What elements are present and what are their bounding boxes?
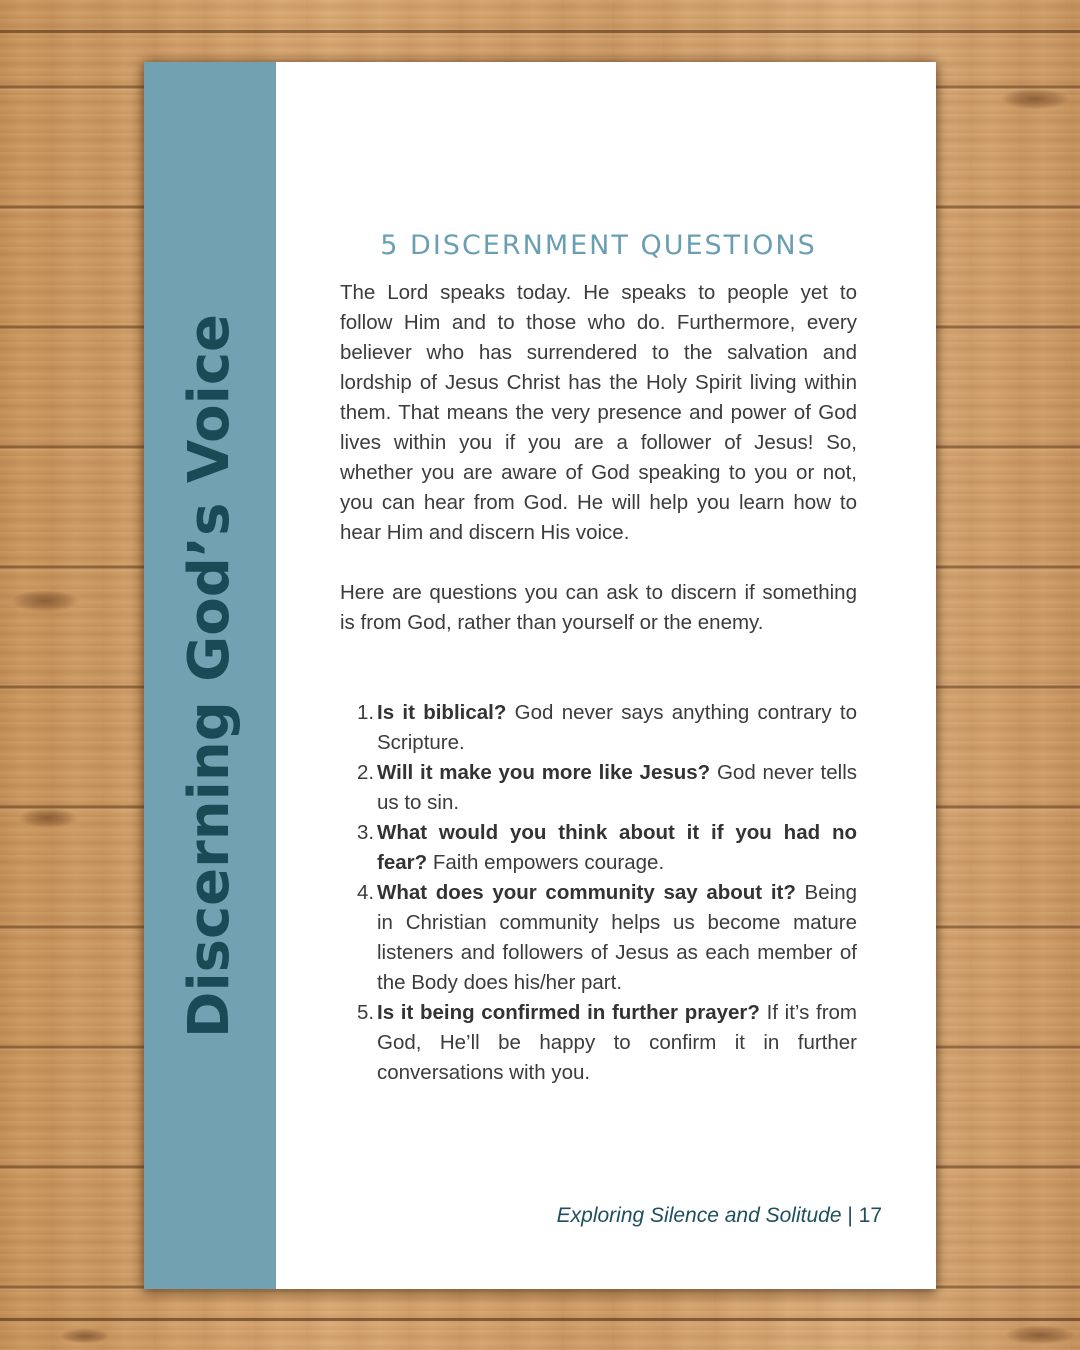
wood-knot (1000, 88, 1070, 110)
question-text: What does your community say about it? (377, 881, 796, 904)
question-text: Is it being confirmed in further prayer? (377, 1001, 760, 1024)
wood-knot (18, 808, 78, 828)
question-item (340, 878, 857, 998)
question-answer: If it’s from God, He’ll be happy to confirm it in further conversations with you. (377, 1001, 858, 1084)
wood-plank-seam (0, 1318, 1080, 1321)
wood-plank-seam (0, 30, 1080, 33)
wood-knot (60, 1328, 110, 1344)
question-text: Will it make you more like Jesus? (377, 761, 711, 784)
question-answer: God never says anything contrary to Scripture. (377, 701, 857, 754)
footer-page-number: 17 (858, 1204, 882, 1227)
wood-knot (1005, 1325, 1075, 1345)
question-item (340, 818, 857, 878)
question-item (340, 698, 857, 758)
question-answer: Faith empowers courage. (427, 851, 665, 874)
question-answer: Being in Christian community helps us become mature listeners and followers of Jesus as each member of the Body does his/her part. (377, 881, 857, 994)
question-number: 5. (357, 1001, 375, 1024)
question-answer: God never tells us to sin. (377, 761, 857, 814)
question-text: Is it biblical? (377, 701, 507, 724)
page-footer (557, 1204, 882, 1228)
section-heading: 5 DISCERNMENT QUESTIONS (380, 230, 817, 261)
question-text: What would you think about it if you had no fear? (377, 821, 857, 874)
question-item (340, 758, 857, 818)
footer-separator: | (841, 1204, 859, 1227)
question-number: 4. (357, 881, 375, 904)
lead-in-paragraph: Here are questions you can ask to discern if something is from God, rather than yourself or the enemy. (340, 581, 857, 634)
intro-paragraph: The Lord speaks today. He speaks to people yet to follow Him and to those who do. Furthermore, every believer who has surrendered to the salvation and lordship of Jesus Christ has the Holy Spirit living within them. That means the very presence and power of God lives within you if you are a follower of Jesus! So, whether you are aware of God speaking to you or not, you can hear from God. He will help you learn how to hear Him and discern His voice. (340, 281, 857, 544)
question-number: 1. (357, 701, 375, 724)
page-content (340, 278, 857, 1088)
question-item (340, 998, 857, 1088)
questions-list (340, 698, 857, 1088)
footer-book-title: Exploring Silence and Solitude (556, 1204, 842, 1227)
chapter-side-title: Discerning God’s Voice (177, 313, 242, 1039)
book-page (144, 62, 936, 1289)
wood-knot (10, 590, 80, 612)
question-number: 3. (357, 821, 375, 844)
question-number: 2. (357, 761, 375, 784)
